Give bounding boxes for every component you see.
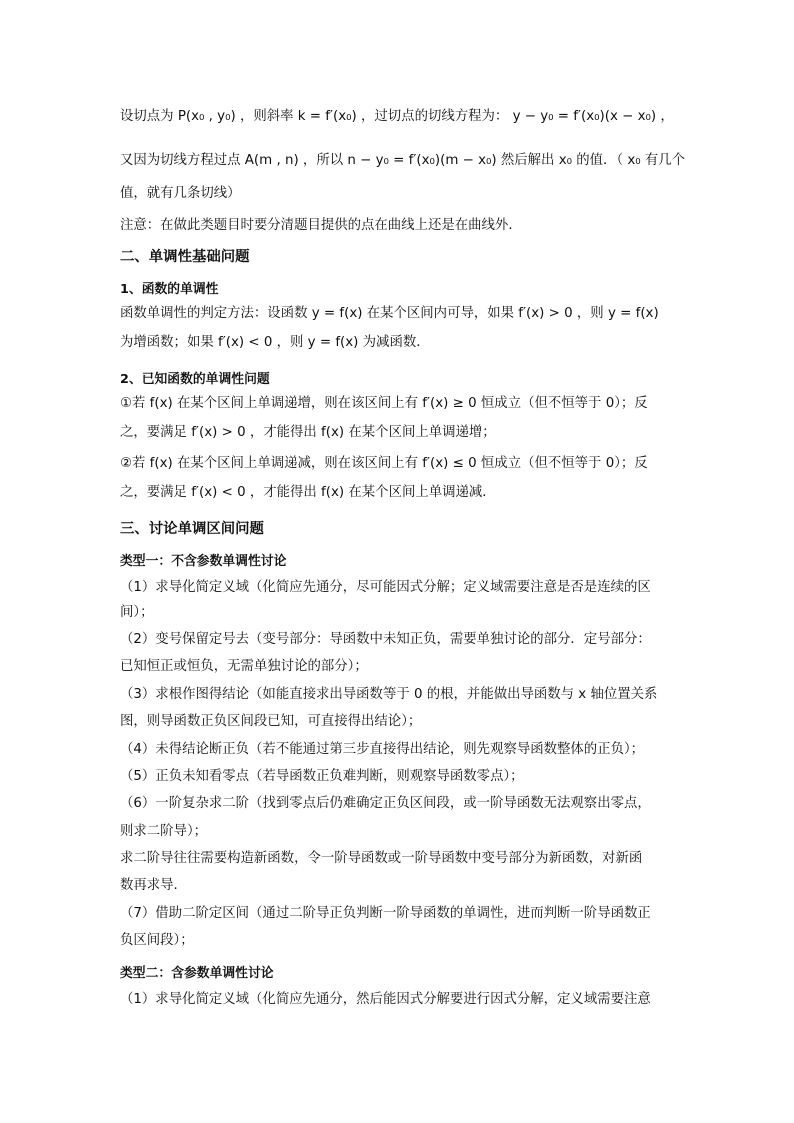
subsection-heading-type-one: 类型一：不含参数单调性讨论 [120, 554, 287, 569]
text-line: ②若 f(x) 在某个区间上单调递减，则在该区间上有 f′(x) ≤ 0 恒成立（但不恒等于 0）；反 [120, 456, 648, 471]
section-heading-monotonic-intervals: 三、讨论单调区间问题 [120, 521, 264, 537]
text-line: 函数单调性的判定方法：设函数 y = f(x) 在某个区间内可导，如果 f′(x) > 0 ，则 y = f(x) [120, 306, 659, 321]
text-line: 求二阶导往往需要构造新函数，令一阶导函数或一阶导函数中变号部分为新函数，对新函 [120, 851, 643, 866]
text-line: 已知恒正或恒负，无需单独讨论的部分）； [120, 659, 368, 674]
text-line: 负区间段）； [120, 933, 194, 948]
text-line: 间）； [120, 605, 154, 620]
text-line-tangent-count: 值，就有几条切线） [120, 186, 241, 201]
text-line: （6）一阶复杂求二阶（找到零点后仍难确定正负区间段，或一阶导函数无法观察出零点， [120, 796, 651, 811]
subsection-heading-type-two: 类型二：含参数单调性讨论 [120, 966, 274, 981]
text-line: 之，要满足 f′(x) < 0 ，才能得出 f(x) 在某个区间上单调递减． [120, 485, 496, 500]
text-line: （7）借助二阶定区间（通过二阶导正负判断一阶导函数的单调性，进而判断一阶导函数正 [120, 906, 651, 921]
text-line: 为增函数；如果 f′(x) < 0 ，则 y = f(x) 为减函数． [120, 335, 430, 350]
text-line-through-point: 又因为切线方程过点 A(m , n) ，所以 n − y₀ = f′(x₀)(m − x₀) 然后解出 x₀ 的值．（ x₀ 有几个 [120, 153, 686, 168]
text-line-note: 注意：在做此类题目时要分清题目提供的点在曲线上还是在曲线外． [120, 218, 522, 233]
subsection-heading-known-monotonicity: 2、已知函数的单调性问题 [120, 372, 270, 387]
text-line: 则求二阶导）； [120, 824, 208, 839]
subsection-heading-monotonicity: 1、函数的单调性 [120, 282, 219, 297]
text-line: （4）未得结论断正负（若不能通过第三步直接得出结论，则先观察导函数整体的正负）； [120, 742, 645, 757]
text-line: （3）求根作图得结论（如能直接求出导函数等于 0 的根，并能做出导函数与 x 轴位置关系 [120, 687, 658, 702]
section-heading-monotonicity-basics: 二、单调性基础问题 [120, 249, 250, 265]
text-line: ①若 f(x) 在某个区间上单调递增，则在该区间上有 f′(x) ≥ 0 恒成立（但不恒等于 0）；反 [120, 396, 648, 411]
text-line: 数再求导． [120, 878, 187, 893]
text-line: （2）变号保留定号去（变号部分：导函数中未知正负，需要单独讨论的部分．定号部分： [120, 632, 651, 647]
text-line-tangent-point: 设切点为 P(x₀ , y₀) ，则斜率 k = f′(x₀) ，过切点的切线方程为： y − y₀ = f′(x₀)(x − x₀) ， [120, 109, 674, 124]
text-line: （1）求导化简定义域（化简应先通分，尽可能因式分解；定义域需要注意是否是连续的区 [120, 580, 651, 595]
text-line: （5）正负未知看零点（若导函数正负难判断，则观察导函数零点）； [120, 769, 524, 784]
text-line: 之，要满足 f′(x) > 0 ，才能得出 f(x) 在某个区间上单调递增； [120, 425, 496, 440]
text-line: （1）求导化简定义域（化简应先通分，然后能因式分解要进行因式分解，定义域需要注意 [120, 992, 651, 1007]
text-line: 图，则导函数正负区间段已知，可直接得出结论）； [120, 714, 422, 729]
